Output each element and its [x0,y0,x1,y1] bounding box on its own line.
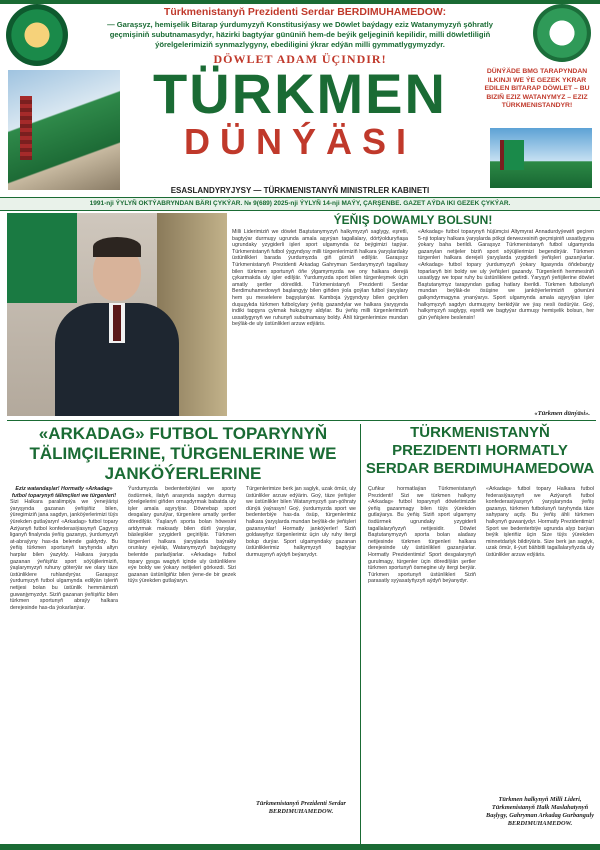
portrait-tie [113,305,121,341]
flag-ornament-stripe [20,96,32,160]
background-flag [7,213,77,303]
article3-title: TÜRKMENISTANYŇ PREZIDENTI HORMATLY SERDAR BERDIMUHAMEDOWA [365,424,595,477]
article2-title: «ARKADAG» FUTBOL TOPARYNYŇ TÄLIMÇILERINE, TÜRGENLERINE WE JANKÖÝERLERINE [29,424,337,483]
newspaper-emblem-icon [6,4,68,66]
newspaper-title-line1: TÜRKMEN [153,62,447,125]
article3-signature: Türkmen halkynyň Milli Lideri, Türkmenistanyň Halk Maslahatynyň Başlygy, Gahryman Arkadag Gurbanguly BERDIMUHAMEDOW. [486,796,594,827]
neutrality-promo: DÜNÝÄDE BMG TARAPYNDAN ILKINJI WE ÝE GEZEK YKRAR EDILEN BITARAP DÖWLET – BU BIZIŇ EZIZ WATANYMYZ – EZIZ TÜRKMENISTANDYR! [484,68,590,110]
founder-tagline: ESASLANDYRYJYSY — TÜRKMENISTANYŇ MINISTRLER KABINETI [170,186,430,195]
article2-greeting: Eziz watandaşlar! Hormatly «Arkadag» futbol toparynyň tälimçileri we türgenleri! [11,486,117,499]
article2-signature: Türkmenistanyň Prezidenti Serdar BERDIMUHAMEDOW. [256,800,346,815]
article1-signature: «Türkmen dünýäsi». [534,410,590,417]
article2-column1 [10,486,118,611]
newspaper-title-line2: DÜNÝÄSI [183,121,417,162]
article2-column1-text: Sizi Halkara paralimpiýa we ýeneýärişi ýaryşynda gazanan ýeňişiňiz bilen, ýüregimiziň jana sagdyn, janköýerlerimizi tüýs ýürekden gutlaýaryn! «Arkadag» futbol topary Aziýanyň futbol konfederasiýasynyň Çagyryş liganyň finalynda ýeňiş gazanyp, ýurdumyzyň at-abraýyny has-da belende galdyrdy. Bu ýeňiş türkmen sportunyň taryhynda altyn harplar bilen ýazyldy. Halkara ýaryşda gazanan ýeňişiňiz sport söýüjilerimiziň, ýaşlarymyzyň ruhuny göterýär we olary täze üstünliklere ruhlandyrýar. Garaşsyz ýurdumyzyň futbol ulgamynda edilýän işleriň netijesi bolan bu üstünlik hemmämiziň guwanjymyzdyr. Siziň gazanan ýeňişiňiz bilen türkmen sportunyň abraýy halkara derejesinde has-da ýokarlanýar. [10,499,118,611]
article1-title: ÝEŇIŞ DOWAMLY BOLSUN! [333,213,493,227]
issue-info-bar: 1991-nji ÝYLYŇ OKTÝABRYNDAN BÄRI ÇYKÝAR. № 9(689) 2025-nji ÝYLYŇ 14-nji MAÝY, ÇARŞENBE. GAZET AÝDA IKI GEZEK ÇYKÝAR. [0,197,600,211]
masthead-slogan: DÖWLET ADAM ÜÇINDIR! [213,52,387,66]
section-divider [7,420,596,421]
article2-column3: Türgenlerimize berk jan saglyk, uzak ömür, uly üstünlikler arzuw edýärin. Goý, täze ýeňişler we üstünlikler bilen Watanymyzyň şan-şöhraty dünýä ýaýrasyn! Goý, ýurdumyzda sport we bedenterbiýe has-da ösüp, türgenlerimiz halkara ýaryşlarda mundan beýläk-de ýeňişleri gazansynlar! Hormatly janköýerler! Siziň goldawyňyz türgenlerimiz üçin uly ruhy itergi bolup durýar. Sport ulgamyndaky gazanan üstünliklerimiz halkymyzyň bagtyýar durmuşynyň aýdyň beýanydyr. [246,486,356,558]
portrait-hair [93,237,141,257]
article3-column2: «Arkadag» futbol topary Halkara futbol federasiýasynyň we Aziýanyň futbol konfederasiýasynyň ýaryşlarynda ýeňiş gazanyp, türkmen futbolunyň taryhynda täze sahypany açdy. Bu ýeňiş ähli türkmen halkynyň guwanjydyr. Hormatly Prezidentimiz! Sport we bedenterbiýe ugrunda alyp barýan beýik işleriňiz üçin Size tüýs ýürekden minnetdarlyk bildirýäris. Size berk jan saglyk, uzak ömür, il-ýurt bähbitli tagallalaryňyzda uly üstünlikler arzuw edýäris. [486,486,594,558]
flag-icon [500,140,524,170]
article1-column2: «Arkadag» futbol toparynyň hüjümçisi Altymyrat Annadurdyýewiň geçiren 5-nji toplary halkara ýaryşlarda pökgi derwezesiniň geçmişiniň ussatlygyna ýokary baha berildi. Garaşsyz Türkmenistanyň futbol ulgamynda gazanylan netijeler biziň sport söýüjilerimizi begendirýär. Türkmen türgenleri halkara derejeli ýaryşlarda yzygiderli ýeňişleri gazanýarlar. «Arkadag» futbol topary ýurdumyzyň ýokary ligasynda öňdebaryjy toparlaryň biri boldy we uly ýeňişleri gazandy. Türgenleriň hemmesiniň ussatlygy we topar ruhy bu üstünliklere getirdi. Ýaryşyň ýeňijilerine döwlet Baştutanymyz tarapyndan gutlag hatlary iberildi. Türkmen futbolunyň mundan beýläk-de ösüşine we janköýerlerimiziň göwnüni galkyndyrmagyna ynanýarys. Sport ulgamynda amala aşyrylýan işler halkymyzyň sagdyn durmuşyny berkidýär we ýaş nesli ösdürýär. Goý, halkymyzyň saglygy, eşretli we bagtyýar durmuşy hemişelik bolsun, her gün ýeňişlere beslensin! [418,229,594,321]
column-divider [360,424,361,844]
neutrality-emblem-icon [533,4,591,62]
masthead-headline: Türkmenistanyň Prezidenti Serdar BERDIMUHAMEDOW: [163,6,447,18]
bottom-green-line [0,844,600,850]
article2-column2: Ýurdumyzda bedenterbiýäni we sporty ösdürmek, ilatyň arasynda sagdyn durmuş ýörelgelerini giňden ornaşdyrmak babatda uly işler amala aşyrylýar. Döwrebap sport desgalary gurulýar, türgenlere amatly şertler döredilýär. Ýaşlaryň sporta bolan höwesini artdyrmak maksady bilen dürli ýaryşlar, bäsleşikler yzygiderli geçirilýär. Türkmen türgenleri halkara ýaryşlarda baýrakly orunlary eýeläp, Watanymyzyň baýdagyny belentde parladýarlar. «Arkadag» futbol topary gysga wagtyň içinde uly üstünliklere eýe boldy we ýokary netijeleri görkezdi. Sizi gazanan üstünligiňiz bilen ýene-de bir gezek tüýs ýürekden gutlaýaryn. [128,486,236,585]
president-portrait-photo [7,213,227,416]
masthead-subhead: — Garaşsyz, hemişelik Bitarap ýurdumyzyň Konstitusiýasy we Döwlet baýdagy eziz Watanymyzyň şöhratly geçmişiniň subutnamasydyr, häzirki bagtyýar gününiň hem-de beýik geljeginiň kepilidir, milli döwletliligiň ýörelgelerimiziň synmazlygyny, ebediligini ýkrar edýän milli gymmatlygymyzdyr. [107,20,493,49]
article1-column1: Milli Liderimiziň we döwlet Baştutanymyzyň halkymyzyň saglygy, eşretli, bagtyýar durmuşy ugrunda amala aşyrýan tagallalary, dörtýolduryňaşa ugrundaky yzygiderli işleri sport ulgamynda öz beýgimizi tapýar. Türkmenistanyň futbol ýygyndysy milli türgenlerimiziň halkara ýaryşlardaky üstünlikleri barada ýurdumyzda giň gürrüň edilýär. Garaşsyz Türkmenistanyň Prezidenti Arkadag Gahryman Serdarymyzyň tagallasy bilen türkmen sportunyň öňe ýlgamymyzda we ony halkara derejä çykarmakda uly işler edilýär. Ýurdumyzda sport bilen türgenleşmek üçin amatly şertler döredildi. Türkmenistanyň Prezidenti Serdar Berdimuhamedowyň başlangyjy bilen giňden ýola goýlan futbol ýaryşlary hem şu meselelere bagyşlanýar. Kamboja ýygyndysy bilen geçirilen duşuşykda türkmen futbolçylary ýeňiş gazandylar we halkara ýaryşynda indiki tapgyra çykmak hukugyny aldylar. Bu ýeňiş milli türgenlerimiziň ussatlygynyň we ruhunyň subutnamasy boldy. Ähli türgenlerimize mundan beýläk-de uly üstünlikleri arzuw edýäris. [232,229,408,328]
top-green-line [0,0,600,4]
article3-column1: Çuňkur hormatlaýan Türkmenistanyň Prezidenti! Sizi we türkmen halkyny «Arkadag» futbol toparynyň döwletimizde ýeňiş gazanmagy bilen tüýs ýürekden gutlaýarys. Bu ýeňiş Siziň sport ulgamyny ösdürmek ugrundaky yzygiderli tagallalaryňyzyň netijesidir. Döwlet Baştutanymyzyň sporta bolan aladasy netijesinde türkmen türgenleri halkara derejesinde uly üstünlikleri gazanýarlar. Hormatly Prezidentimiz! Sport desgalarynyň gurulmagy, türgenler üçin döredilýän şertler türkmen sportunyň ösmegine uly itergi berýär. Türkmen sportunyň üstünlikleri Siziň parasatly syýasatyňyzyň aýdyň beýanydyr. [368,486,476,585]
